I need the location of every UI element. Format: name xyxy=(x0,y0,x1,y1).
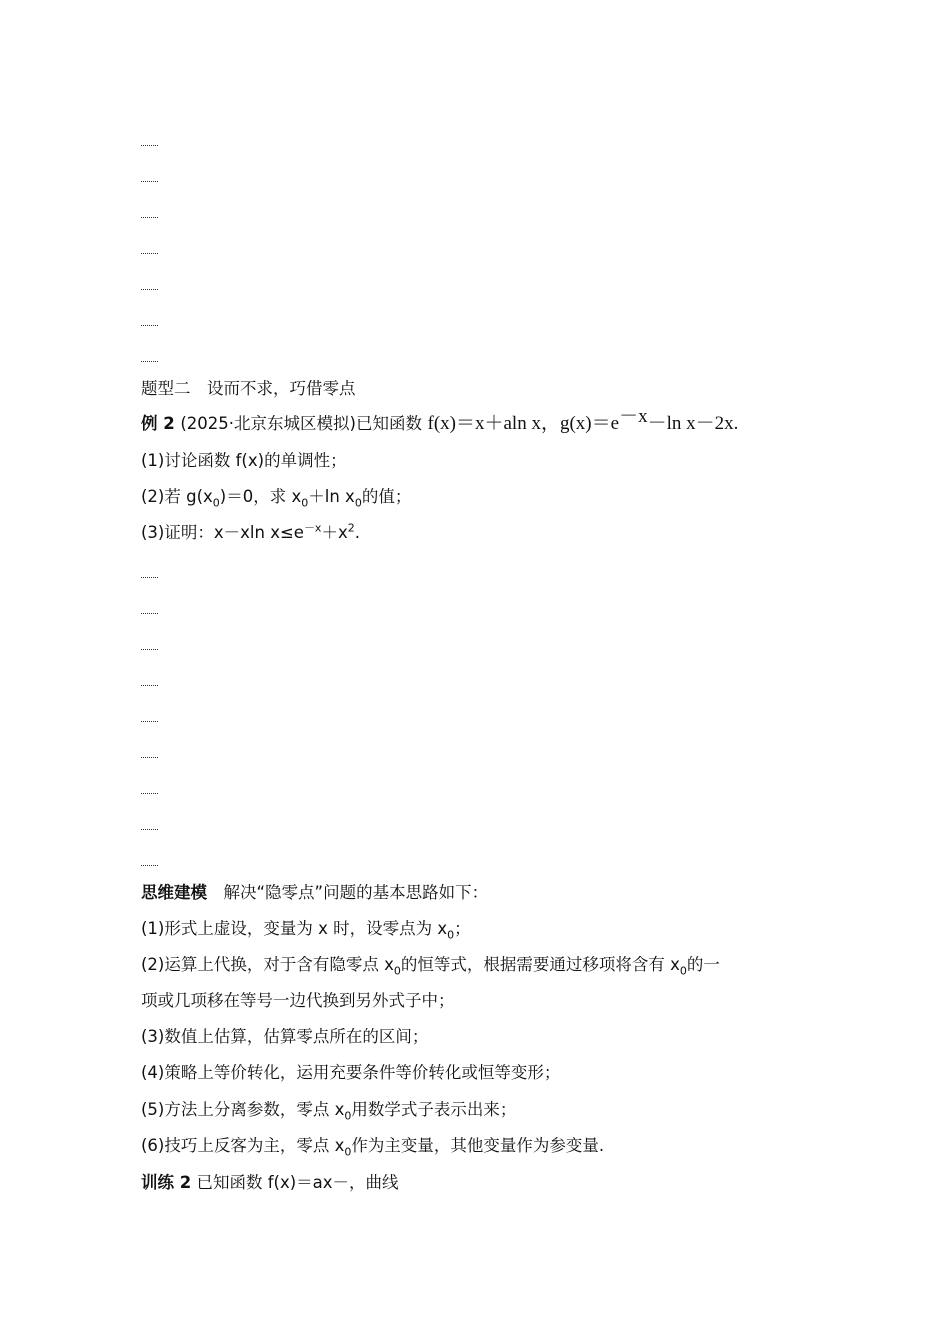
step-text: 作为主变量，其他变量作为参变量. xyxy=(351,1136,605,1155)
answer-line xyxy=(141,325,158,327)
answer-line xyxy=(141,829,158,831)
section-title: 题型二 设而不求，巧借零点 xyxy=(141,379,356,398)
training-text: 已知函数 f(x)＝ax－，曲线 xyxy=(196,1173,399,1192)
step-text: 的一 xyxy=(686,955,720,974)
step-text: (5)方法上分离参数，零点 x xyxy=(141,1100,345,1119)
model-step-2 xyxy=(141,954,720,976)
model-intro-text: 解决“隐零点”问题的基本思路如下： xyxy=(207,883,489,902)
q3-prefix: (3)证明：x－xln x≤e xyxy=(141,523,304,542)
q2-subscript: 0 xyxy=(212,496,220,510)
q2-subscript: 0 xyxy=(354,496,362,510)
answer-line xyxy=(141,289,158,291)
q2-middle: ＋ln x xyxy=(308,487,355,506)
step-text: (2)运算上代换，对于含有隐零点 x xyxy=(141,955,394,974)
g-expression: g(x)＝e xyxy=(559,413,620,434)
f-expression: f(x)＝x＋aln x， xyxy=(427,413,560,434)
q3-end: . xyxy=(354,523,360,542)
q2-subscript: 0 xyxy=(301,496,309,510)
step-subscript: 0 xyxy=(393,964,401,978)
g-exponent: －x xyxy=(619,406,648,428)
step-text: ； xyxy=(454,919,471,938)
q2-prefix: (2)若 g(x xyxy=(141,487,213,506)
answer-line xyxy=(141,577,158,579)
answer-line xyxy=(141,181,158,183)
example-intro: 已知函数 xyxy=(355,414,422,433)
model-step-6 xyxy=(141,1135,604,1157)
q3-middle: ＋x xyxy=(321,523,348,542)
q3-exponent: －x xyxy=(303,521,322,535)
training-2 xyxy=(141,1172,399,1194)
answer-line xyxy=(141,253,158,255)
answer-line xyxy=(141,361,158,363)
model-label: 思维建模 xyxy=(141,883,207,902)
model-step-1 xyxy=(141,918,471,940)
answer-line xyxy=(141,649,158,651)
answer-line xyxy=(141,721,158,723)
q2-middle: )＝0，求 x xyxy=(219,487,302,506)
step-subscript: 0 xyxy=(344,1145,352,1159)
step-subscript: 0 xyxy=(447,928,455,942)
answer-line xyxy=(141,217,158,219)
model-step-2-continued: 项或几项移在等号一边代换到另外式子中； xyxy=(141,991,455,1010)
question-1: (1)讨论函数 f(x)的单调性； xyxy=(141,451,347,470)
step-text: (6)技巧上反客为主，零点 x xyxy=(141,1136,345,1155)
step-subscript: 0 xyxy=(679,964,687,978)
answer-line xyxy=(141,145,158,147)
answer-line xyxy=(141,865,158,867)
step-text: 的恒等式，根据需要通过移项将含有 x xyxy=(400,955,680,974)
model-step-5 xyxy=(141,1099,516,1121)
step-text: 用数学式子表示出来； xyxy=(351,1100,517,1119)
answer-line xyxy=(141,793,158,795)
training-label: 训练 2 xyxy=(141,1173,192,1192)
g-expression-tail: －ln x－2x. xyxy=(647,413,739,434)
example-source: (2025·北京东城区模拟) xyxy=(180,414,356,433)
answer-line xyxy=(141,685,158,687)
step-subscript: 0 xyxy=(344,1109,352,1123)
question-2 xyxy=(141,486,411,508)
model-step-4: (4)策略上等价转化，运用充要条件等价转化或恒等变形； xyxy=(141,1063,561,1082)
answer-line xyxy=(141,613,158,615)
q2-end: 的值； xyxy=(361,487,412,506)
question-3 xyxy=(141,522,360,544)
answer-line xyxy=(141,757,158,759)
model-step-3: (3)数值上估算，估算零点所在的区间； xyxy=(141,1027,429,1046)
example-2-statement xyxy=(141,406,739,435)
model-intro xyxy=(141,882,488,904)
step-text: (1)形式上虚设，变量为 x 时，设零点为 x xyxy=(141,919,448,938)
q3-exponent: 2 xyxy=(347,521,355,535)
example-label: 例 2 xyxy=(141,414,175,433)
